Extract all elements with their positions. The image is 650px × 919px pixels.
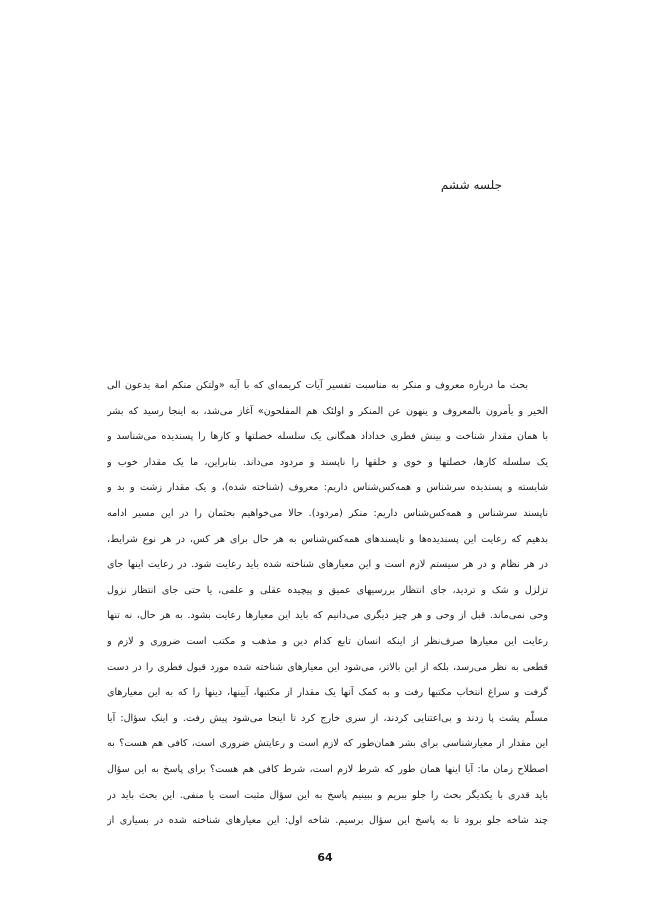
paragraph-line: این مقدار از معیارشناسی برای بشر همان‌طور که لازم است و رعایتش ضروری است، کافی هم هست؟ به: [107, 738, 548, 750]
paragraph-line: مسلّم پشت پا زدند و بی‌اعتنایی کردند، از سری خارج کرد تا اینجا می‌شود پیش رفت. و اینک سؤال: آیا: [107, 712, 548, 724]
paragraph-line: یک سلسله کارها، خصلتها و خوی و خلقها را ناپسند و مردود می‌داند. بنابراین، ما یک مقدار خوب و: [107, 456, 548, 468]
paragraph-line: اصطلاح زمان ما: آیا اینها همان طور که شرط لازم است، شرط کافی هم هست؟ برای پاسخ به این سؤال: [107, 763, 548, 775]
paragraph-line: در هر نظام و در هر سیستم لازم است و این معیارهای شناخته شده باید رعایت شود. در رعایت اینها جای: [107, 559, 548, 571]
paragraph-line: باید قدری با یکدیگر بحث را جلو ببریم و ببینیم پاسخ به این سؤال مثبت است یا منفی. این بحث باید در: [107, 789, 548, 801]
paragraph-line: چند شاخه جلو برود تا به پاسخ این سؤال برسیم. شاخه اول: این معیارهای شناخته شده در بسیاری از: [107, 815, 548, 827]
paragraph-line: با همان مقدار شناخت و بینش فطری خداداد همگانی یک سلسله خصلتها و کارها را پسندیده می‌شناسد و: [107, 431, 548, 443]
paragraph-line: وحی نمی‌ماند. قبل از وحی و هر چیز دیگری می‌دانیم که باید این معیارها رعایت بشود. به هر حال، نه تنها: [107, 610, 548, 622]
body-paragraph: [107, 373, 548, 834]
page-number: 64: [317, 851, 333, 864]
paragraph-line: تزلزل و شک و تردید، جای انتظار بررسیهای عمیق و پیچیده عقلی و علمی، یا حتی جای انتظار نزول: [107, 584, 548, 596]
paragraph-line: بدهیم که رعایت این پسندیده‌ها و ناپسندهای همه‌کس‌شناس به هر حال برای هر کس، در هر نوع شرایط،: [107, 533, 548, 545]
paragraph-line: ناپسند سرشناس و همه‌کس‌شناس داریم: منکر (مردود). حالا می‌خواهیم بحثمان را در این مسیر ادامه: [107, 507, 548, 519]
paragraph-line: گرفت و سراغ انتخاب مکتبها رفت و به کمک آنها یک مقدار از مکتبها، آیینها، دینها را که به این معیارهای: [107, 687, 548, 699]
paragraph-line: رعایت این معیارها صرف‌نظر از اینکه انسان تابع کدام دین و مذهب و مکتب است ضروری و لازم و: [107, 635, 548, 647]
paragraph-line: قطعی به نظر می‌رسد، بلکه از این بالاتر، می‌شود این معیارهای شناخته شده مورد قبول فطری را در دست: [107, 661, 548, 673]
chapter-title: جلسه ششم: [440, 178, 502, 192]
paragraph-line: الخیر و یأمرون بالمعروف و ینهون عن المنکر و اولئک هم المفلحون» آغاز می‌شد، به اینجا رسید که بشر: [107, 405, 548, 417]
paragraph-line: بحث ما درباره معروف و منکر به مناسبت تفسیر آیات کریمه‌ای که با آیه «ولتکن منکم امة یدعون الی: [107, 380, 528, 391]
paragraph-line: شایسته و پسندیده سرشناس و همه‌کس‌شناس داریم: معروف (شناخته شده)، و یک مقدار زشت و بد و: [107, 482, 548, 494]
